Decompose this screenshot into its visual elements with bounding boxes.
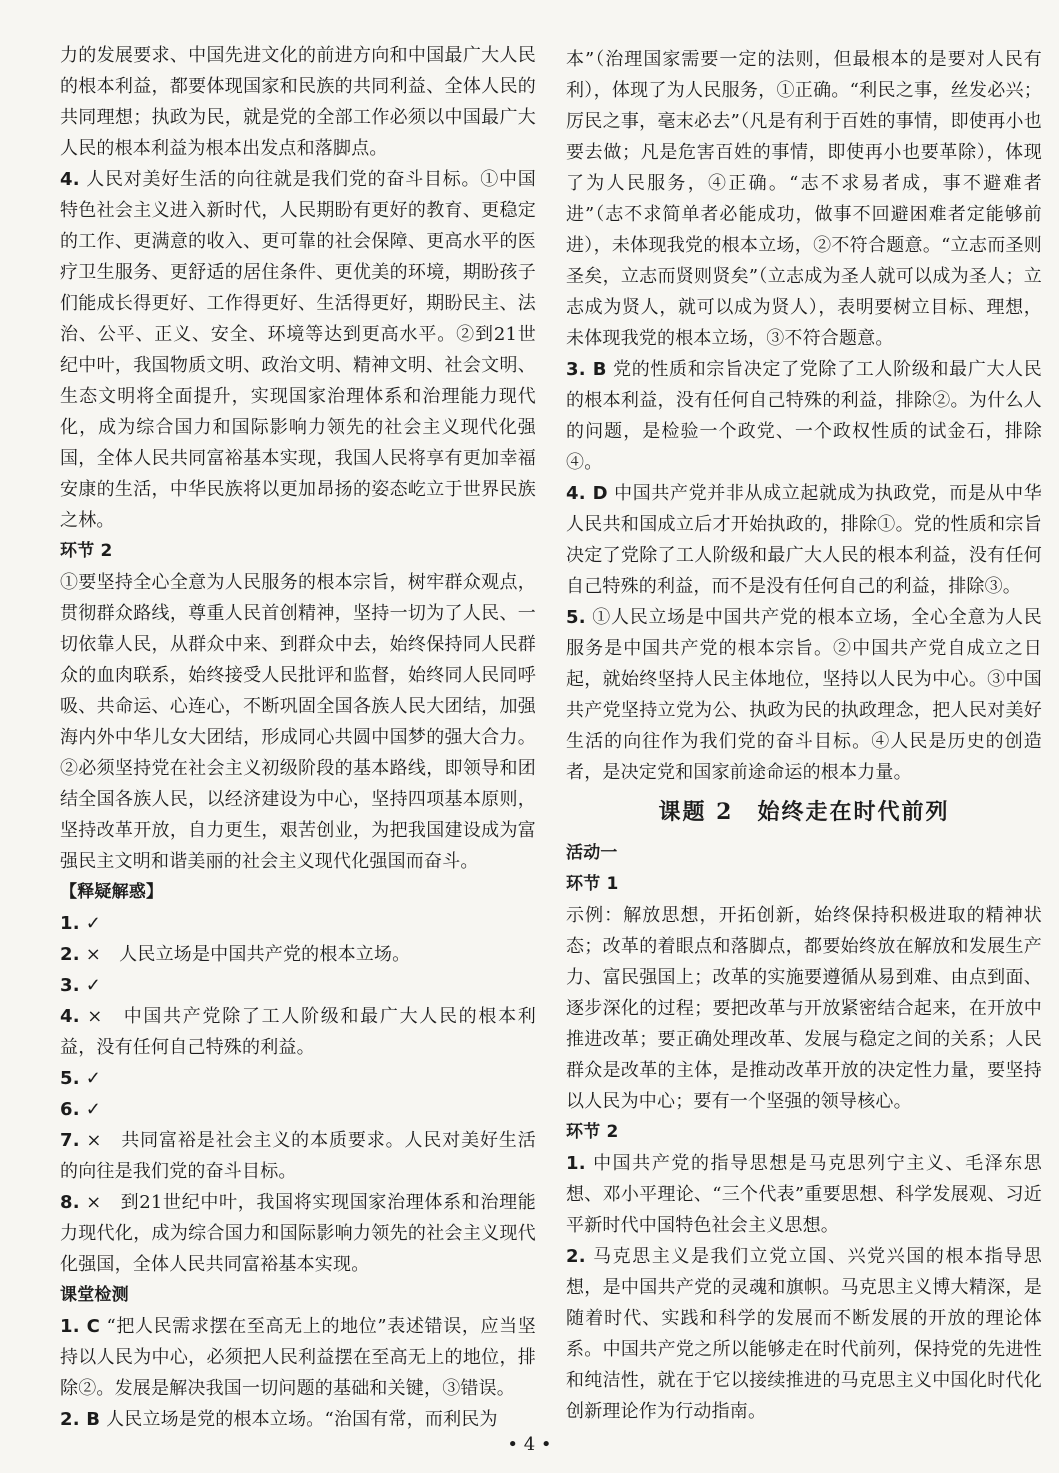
- answer-item: [60, 970, 536, 1001]
- lesson-title: 课题 2 始终走在时代前列: [658, 799, 950, 825]
- item-number: 1.: [566, 1153, 586, 1174]
- answer-item: [60, 1187, 536, 1280]
- left-column: [60, 40, 536, 1435]
- answer-item: [60, 908, 536, 939]
- item-number: 4. D: [566, 483, 608, 504]
- item-number: 5.: [60, 1068, 80, 1089]
- item-text: “把人民需求摆在至高无上的地位”表述错误，应当坚持以人民为中心，必须把人民利益摆在至高无上的地位，排除②。发展是解决我国一切问题的基础和关键，③错误。: [60, 1316, 537, 1399]
- item-number: 6.: [60, 1099, 80, 1120]
- item-text: ✓: [85, 1099, 101, 1120]
- item-number: 5.: [566, 607, 586, 628]
- answer-item: [566, 1148, 1042, 1241]
- paragraph: ①要坚持全心全意为人民服务的根本宗旨，树牢群众观点，贯彻群众路线，尊重人民首创精神，坚持一切为了人民、一切依靠人民，从群众中来、到群众中去，始终保持同人民群众的血肉联系，始终接受人民批评和监督，始终同人民同呼吸、共命运、心连心，不断巩固全国各族人民大团结，加强海内外中华儿女大团结，形成同心共圆中国梦的强大合力。②必须坚持党在社会主义初级阶段的基本路线，即领导和团结全国各族人民，以经济建设为中心，坚持四项基本原则，坚持改革开放，自力更生，艰苦创业，为把我国建设成为富强民主文明和谐美丽的社会主义现代化强国而奋斗。: [60, 572, 536, 872]
- item-text: × 人民立场是中国共产党的根本立场。: [85, 944, 411, 965]
- item-text: ✓: [85, 913, 101, 934]
- answer-item: [60, 1063, 536, 1094]
- page-number: • 4 •: [507, 1434, 552, 1455]
- paragraph: 力的发展要求、中国先进文化的前进方向和中国最广大人民的根本利益，都要体现国家和民族的共同利益、全体人民的共同理想；执政为民，就是党的全部工作必须以中国最广大人民的根本利益为根本出发点和落脚点。: [60, 45, 536, 159]
- item-number: 7.: [60, 1130, 80, 1151]
- answer-item: [566, 602, 1042, 788]
- answer-item: [60, 1125, 536, 1187]
- section-heading: 【释疑解惑】: [60, 882, 164, 902]
- answer-item: [566, 1241, 1042, 1427]
- answer-item: [60, 939, 536, 970]
- item-text: ①人民立场是中国共产党的根本立场，全心全意为人民服务是中国共产党的根本宗旨。②中国共产党自成立之日起，就始终坚持人民主体地位，坚持以人民为中心。③中国共产党坚持立党为公、执政为民的执政理念，把人民对美好生活的向往作为我们党的奋斗目标。④人民是历史的创造者，是决定党和国家前途命运的根本力量。: [566, 607, 1042, 783]
- answer-item: [60, 1311, 536, 1404]
- item-text: ✓: [85, 975, 101, 996]
- answer-item: [60, 1001, 536, 1063]
- answer-item: [566, 354, 1042, 478]
- item-text: × 到21世纪中叶，我国将实现国家治理体系和治理能力现代化，成为综合国力和国际影响力领先的社会主义现代化强国，全体人民共同富裕基本实现。: [60, 1192, 537, 1275]
- section-heading: 环节 2: [60, 541, 113, 561]
- item-text: 马克思主义是我们立党立国、兴党兴国的根本指导思想，是中国共产党的灵魂和旗帜。马克思主义博大精深，是随着时代、实践和科学的发展而不断发展的开放的理论体系。中国共产党之所以能够走在时代前列，保持党的先进性和纯洁性，就在于它以接续推进的马克思主义中国化时代化创新理论作为行动指南。: [566, 1246, 1043, 1422]
- item-text: 党的性质和宗旨决定了党除了工人阶级和最广大人民的根本利益，没有任何自己特殊的利益，排除②。为什么人的问题，是检验一个政党、一个政权性质的试金石，排除④。: [566, 359, 1042, 473]
- item-number: 4.: [60, 169, 80, 190]
- item-text: 中国共产党的指导思想是马克思列宁主义、毛泽东思想、邓小平理论、“三个代表”重要思想、科学发展观、习近平新时代中国特色社会主义思想。: [566, 1153, 1043, 1236]
- item-text: ✓: [85, 1068, 101, 1089]
- item-text: 人民立场是党的根本立场。“治国有常，而利民为: [106, 1409, 498, 1430]
- paragraph: 示例：解放思想，开拓创新，始终保持积极进取的精神状态；改革的着眼点和落脚点，都要始终放在解放和发展生产力、富民强国上；改革的实施要遵循从易到难、由点到面、逐步深化的过程；要把改革与开放紧密结合起来，在开放中推进改革；要正确处理改革、发展与稳定之间的关系；人民群众是改革的主体，是推动改革开放的决定性力量，要坚持以人民为中心；要有一个坚强的领导核心。: [566, 905, 1042, 1112]
- item-number: 8.: [60, 1192, 80, 1213]
- item-text: × 共同富裕是社会主义的本质要求。人民对美好生活的向往是我们党的奋斗目标。: [60, 1130, 536, 1182]
- answer-item: [60, 1404, 536, 1435]
- item-number: 1. C: [60, 1316, 101, 1337]
- section-heading: 课堂检测: [60, 1285, 129, 1305]
- answer-item: [566, 478, 1042, 602]
- item-text: 人民对美好生活的向往就是我们党的奋斗目标。①中国特色社会主义进入新时代，人民期盼有更好的教育、更稳定的工作、更满意的收入、更可靠的社会保障、更高水平的医疗卫生服务、更舒适的居住条件、更优美的环境，期盼孩子们能成长得更好、工作得更好、生活得更好，期盼民主、法治、公平、正义、安全、环境等达到更高水平。②到21世纪中叶，我国物质文明、政治文明、精神文明、社会文明、生态文明将全面提升，实现国家治理体系和治理能力现代化，成为综合国力和国际影响力领先的社会主义现代化强国，全体人民共同富裕基本实现，我国人民将享有更加幸福安康的生活，中华民族将以更加昂扬的姿态屹立于世界民族之林。: [60, 169, 536, 531]
- item-text: × 中国共产党除了工人阶级和最广大人民的根本利益，没有任何自己特殊的利益。: [60, 1006, 537, 1058]
- section-heading: 活动一: [566, 843, 618, 863]
- item-number: 4.: [60, 1006, 80, 1027]
- item-number: 2.: [566, 1246, 586, 1267]
- item-number: 3.: [60, 975, 80, 996]
- right-column: [566, 44, 1042, 1427]
- answer-item: [60, 164, 536, 536]
- section-heading: 环节 2: [566, 1122, 619, 1142]
- answer-item: [60, 1094, 536, 1125]
- section-heading: 环节 1: [566, 874, 619, 894]
- paragraph: 本”（治理国家需要一定的法则，但最根本的是要对人民有利），体现了为人民服务，①正确。“利民之事，丝发必兴；厉民之事，毫末必去”（凡是有利于百姓的事情，即使再小也要去做；凡是危害百姓的事情，即使再小也要革除），体现了为人民服务，④正确。“志不求易者成，事不避难者进”（志不求简单者必能成功，做事不回避困难者定能够前进），未体现我党的根本立场，②不符合题意。“立志而圣则圣矣，立志而贤则贤矣”（立志成为圣人就可以成为圣人；立志成为贤人，就可以成为贤人），表明要树立目标、理想，未体现我党的根本立场，③不符合题意。: [566, 49, 1042, 349]
- item-number: 1.: [60, 913, 80, 934]
- item-number: 3. B: [566, 359, 607, 380]
- item-number: 2.: [60, 944, 80, 965]
- item-number: 2. B: [60, 1409, 101, 1430]
- item-text: 中国共产党并非从成立起就成为执政党，而是从中华人民共和国成立后才开始执政的，排除①。党的性质和宗旨决定了党除了工人阶级和最广大人民的根本利益，没有任何自己特殊的利益，而不是没有任何自己的利益，排除③。: [566, 483, 1042, 597]
